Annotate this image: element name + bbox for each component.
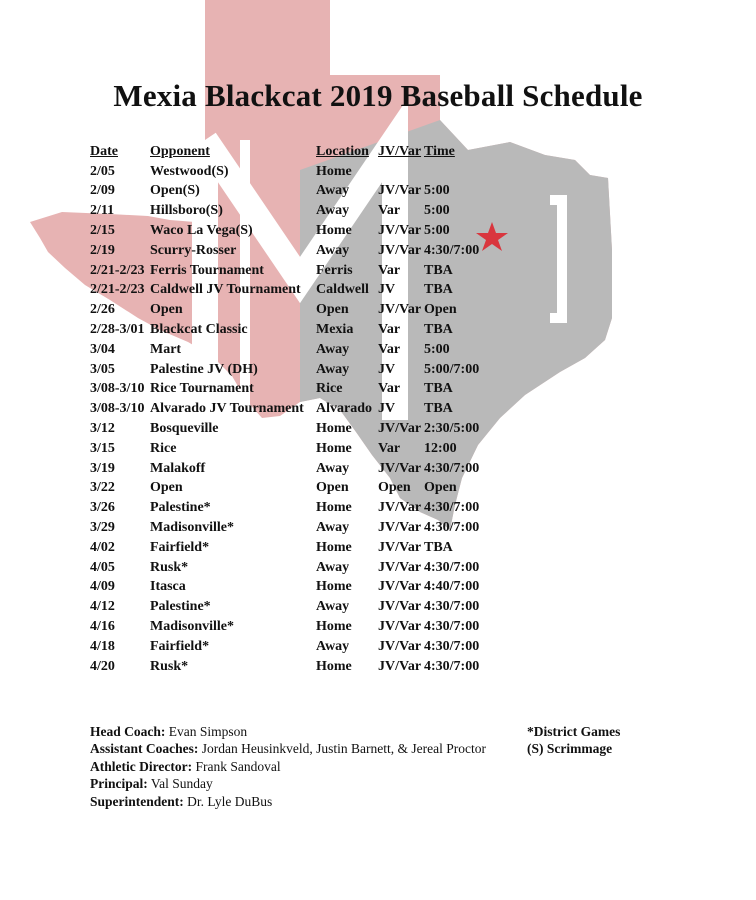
cell-opponent: Fairfield* xyxy=(150,539,210,555)
cell-opponent: Westwood(S) xyxy=(150,163,229,179)
cell-opponent: Rusk* xyxy=(150,658,189,674)
cell-level: JV/Var xyxy=(378,302,422,318)
principal-value: Val Sunday xyxy=(150,776,213,792)
cell-level: JV/Var xyxy=(378,520,422,536)
cell-location: Home xyxy=(316,440,352,456)
table-row xyxy=(90,340,494,360)
cell-level: JV xyxy=(378,282,396,298)
cell-time: 4:30/7:00 xyxy=(424,638,480,654)
assistant-label: Assistant Coaches: xyxy=(90,741,199,757)
cell-opponent: Bosqueville xyxy=(150,421,219,437)
cell-level: JV/Var xyxy=(378,559,422,575)
table-row xyxy=(90,241,494,261)
cell-date: 3/08-3/10 xyxy=(90,381,145,397)
cell-location: Away xyxy=(316,599,350,615)
cell-time: 5:00 xyxy=(424,341,450,357)
cell-level: JV/Var xyxy=(378,579,422,595)
header-time: Time xyxy=(424,143,455,159)
cell-level: JV/Var xyxy=(378,460,422,476)
table-row xyxy=(90,637,494,657)
cell-level: Open xyxy=(378,480,411,496)
cell-opponent: Ferris Tournament xyxy=(150,262,264,278)
cell-location: Open xyxy=(316,302,349,318)
cell-date: 2/15 xyxy=(90,223,115,239)
cell-location: Away xyxy=(316,460,350,476)
table-row xyxy=(90,300,494,320)
cell-opponent: Itasca xyxy=(150,579,186,595)
cell-time: 4:30/7:00 xyxy=(424,619,480,635)
cell-opponent: Rice Tournament xyxy=(150,381,254,397)
cell-opponent: Caldwell JV Tournament xyxy=(150,282,301,298)
legend-district: *District Games xyxy=(527,724,621,739)
cell-location: Home xyxy=(316,619,352,635)
cell-opponent: Open xyxy=(150,302,183,318)
table-row xyxy=(90,419,494,439)
table-row xyxy=(90,459,494,479)
cell-location: Away xyxy=(316,638,350,654)
cell-date: 4/20 xyxy=(90,658,115,674)
header-level: JV/Var xyxy=(378,143,422,159)
cell-time: 4:30/7:00 xyxy=(424,520,480,536)
table-row xyxy=(90,558,494,578)
cell-level: JV/Var xyxy=(378,619,422,635)
cell-opponent: Hillsboro(S) xyxy=(150,203,223,219)
cell-time: 5:00 xyxy=(424,203,450,219)
cell-location: Home xyxy=(316,658,352,674)
table-row xyxy=(90,578,494,598)
cell-location: Open xyxy=(316,480,349,496)
table-row xyxy=(90,162,494,182)
cell-location: Mexia xyxy=(316,322,354,338)
cell-opponent: Palestine* xyxy=(150,599,211,615)
cell-date: 2/21-2/23 xyxy=(90,282,145,298)
cell-time: 5:00 xyxy=(424,223,450,239)
table-row xyxy=(90,320,494,340)
cell-level: Var xyxy=(378,262,401,278)
cell-date: 4/02 xyxy=(90,539,115,555)
cell-date: 3/26 xyxy=(90,500,115,516)
cell-location: Caldwell xyxy=(316,282,369,298)
cell-time: 4:30/7:00 xyxy=(424,658,480,674)
cell-opponent: Waco La Vega(S) xyxy=(150,223,253,239)
cell-time: 4:30/7:00 xyxy=(424,460,480,476)
cell-time: 12:00 xyxy=(424,440,457,456)
legend-scrimmage: (S) Scrimmage xyxy=(527,741,613,757)
cell-level: JV/Var xyxy=(378,638,422,654)
cell-level: JV xyxy=(378,361,396,377)
cell-level: JV/Var xyxy=(378,500,422,516)
cell-time: TBA xyxy=(424,381,453,397)
table-row xyxy=(90,221,494,241)
cell-date: 3/15 xyxy=(90,440,115,456)
cell-level: JV/Var xyxy=(378,242,422,258)
cell-opponent: Open xyxy=(150,480,183,496)
cell-location: Home xyxy=(316,421,352,437)
cell-time: TBA xyxy=(424,539,453,555)
cell-time xyxy=(424,162,494,182)
cell-level: JV/Var xyxy=(378,599,422,615)
cell-level: JV/Var xyxy=(378,421,422,437)
cell-time: TBA xyxy=(424,262,453,278)
cell-date: 4/05 xyxy=(90,559,115,575)
cell-location: Rice xyxy=(316,381,343,397)
cell-opponent: Open(S) xyxy=(150,183,200,199)
cell-time: 5:00/7:00 xyxy=(424,361,480,377)
table-row xyxy=(90,617,494,637)
ad-label: Athletic Director: xyxy=(90,758,193,774)
cell-location: Away xyxy=(316,559,350,575)
cell-level: JV/Var xyxy=(378,223,422,239)
head-coach-value: Evan Simpson xyxy=(168,724,248,739)
ad-line xyxy=(90,758,486,775)
cell-location: Away xyxy=(316,183,350,199)
table-row xyxy=(90,657,494,677)
table-row xyxy=(90,399,494,419)
cell-level: Var xyxy=(378,322,401,338)
head-coach-label: Head Coach: xyxy=(90,724,166,739)
cell-level: JV/Var xyxy=(378,183,422,199)
cell-date: 4/18 xyxy=(90,638,115,654)
cell-time: 4:30/7:00 xyxy=(424,599,480,615)
table-row xyxy=(90,439,494,459)
cell-time: Open xyxy=(424,302,457,318)
cell-opponent: Scurry-Rosser xyxy=(150,242,237,258)
cell-date: 3/12 xyxy=(90,421,115,437)
cell-date: 2/11 xyxy=(90,203,115,219)
cell-time: 4:30/7:00 xyxy=(424,500,480,516)
cell-opponent: Malakoff xyxy=(150,460,206,476)
cell-time: 2:30/5:00 xyxy=(424,421,480,437)
cell-location: Away xyxy=(316,520,350,536)
table-row xyxy=(90,281,494,301)
header-opponent: Opponent xyxy=(150,143,210,159)
table-row xyxy=(90,360,494,380)
schedule-table xyxy=(90,142,494,677)
cell-location: Home xyxy=(316,579,352,595)
cell-location: Alvarado xyxy=(316,401,372,417)
cell-date: 3/22 xyxy=(90,480,115,496)
cell-location: Home xyxy=(316,539,352,555)
cell-date: 2/26 xyxy=(90,302,115,318)
cell-opponent: Blackcat Classic xyxy=(150,322,248,338)
cell-level: JV/Var xyxy=(378,539,422,555)
cell-opponent: Fairfield* xyxy=(150,638,210,654)
cell-location: Away xyxy=(316,242,350,258)
cell-level: JV/Var xyxy=(378,658,422,674)
cell-opponent: Rice xyxy=(150,440,177,456)
cell-time: TBA xyxy=(424,322,453,338)
page-title: Mexia Blackcat 2019 Baseball Schedule xyxy=(113,78,643,113)
cell-opponent: Alvarado JV Tournament xyxy=(150,401,304,417)
table-row xyxy=(90,479,494,499)
cell-location: Away xyxy=(316,341,350,357)
header-location: Location xyxy=(316,143,369,159)
cell-location: Home xyxy=(316,163,352,179)
cell-opponent: Palestine* xyxy=(150,500,211,516)
cell-date: 2/19 xyxy=(90,242,115,258)
cell-date: 3/19 xyxy=(90,460,115,476)
header-date: Date xyxy=(90,143,118,159)
cell-time: 4:30/7:00 xyxy=(424,242,480,258)
assistant-line xyxy=(90,740,486,757)
cell-date: 3/04 xyxy=(90,341,115,357)
cell-date: 4/12 xyxy=(90,599,115,615)
head-coach-line xyxy=(90,723,486,740)
cell-location: Away xyxy=(316,361,350,377)
table-row xyxy=(90,538,494,558)
legend xyxy=(527,723,620,758)
cell-location: Home xyxy=(316,223,352,239)
superintendent-value: Dr. Lyle DuBus xyxy=(187,793,273,809)
table-row xyxy=(90,261,494,281)
cell-time: TBA xyxy=(424,401,453,417)
cell-level: Var xyxy=(378,440,401,456)
cell-level: Var xyxy=(378,381,401,397)
staff-footer xyxy=(90,723,486,810)
table-row xyxy=(90,518,494,538)
cell-time: 4:30/7:00 xyxy=(424,559,480,575)
cell-time: 4:40/7:00 xyxy=(424,579,480,595)
cell-time: TBA xyxy=(424,282,453,298)
cell-date: 4/09 xyxy=(90,579,115,595)
assistant-value: Jordan Heusinkveld, Justin Barnett, & Jereal Proctor xyxy=(201,741,486,757)
cell-level: Var xyxy=(378,203,401,219)
cell-location: Ferris xyxy=(316,262,353,278)
header-row xyxy=(90,142,494,162)
table-row xyxy=(90,201,494,221)
cell-level xyxy=(378,162,424,182)
cell-location: Home xyxy=(316,500,352,516)
cell-date: 2/09 xyxy=(90,183,115,199)
ad-value: Frank Sandoval xyxy=(195,758,281,774)
cell-opponent: Rusk* xyxy=(150,559,189,575)
cell-date: 2/28-3/01 xyxy=(90,322,145,338)
cell-level: JV xyxy=(378,401,396,417)
cell-date: 2/21-2/23 xyxy=(90,262,145,278)
cell-opponent: Palestine JV (DH) xyxy=(150,361,258,377)
schedule-body xyxy=(90,162,494,677)
principal-line xyxy=(90,775,486,792)
table-row xyxy=(90,182,494,202)
principal-label: Principal: xyxy=(90,776,148,792)
cell-date: 3/08-3/10 xyxy=(90,401,145,417)
cell-level: Var xyxy=(378,341,401,357)
table-row xyxy=(90,380,494,400)
superintendent-line xyxy=(90,793,486,810)
cell-date: 3/29 xyxy=(90,520,115,536)
cell-opponent: Madisonville* xyxy=(150,619,235,635)
cell-date: 2/05 xyxy=(90,163,115,179)
cell-opponent: Mart xyxy=(150,341,182,357)
cell-time: Open xyxy=(424,480,457,496)
superintendent-label: Superintendent: xyxy=(90,793,184,809)
table-row xyxy=(90,498,494,518)
table-row xyxy=(90,597,494,617)
cell-date: 3/05 xyxy=(90,361,115,377)
cell-location: Away xyxy=(316,203,350,219)
cell-date: 4/16 xyxy=(90,619,115,635)
cell-time: 5:00 xyxy=(424,183,450,199)
cell-opponent: Madisonville* xyxy=(150,520,235,536)
